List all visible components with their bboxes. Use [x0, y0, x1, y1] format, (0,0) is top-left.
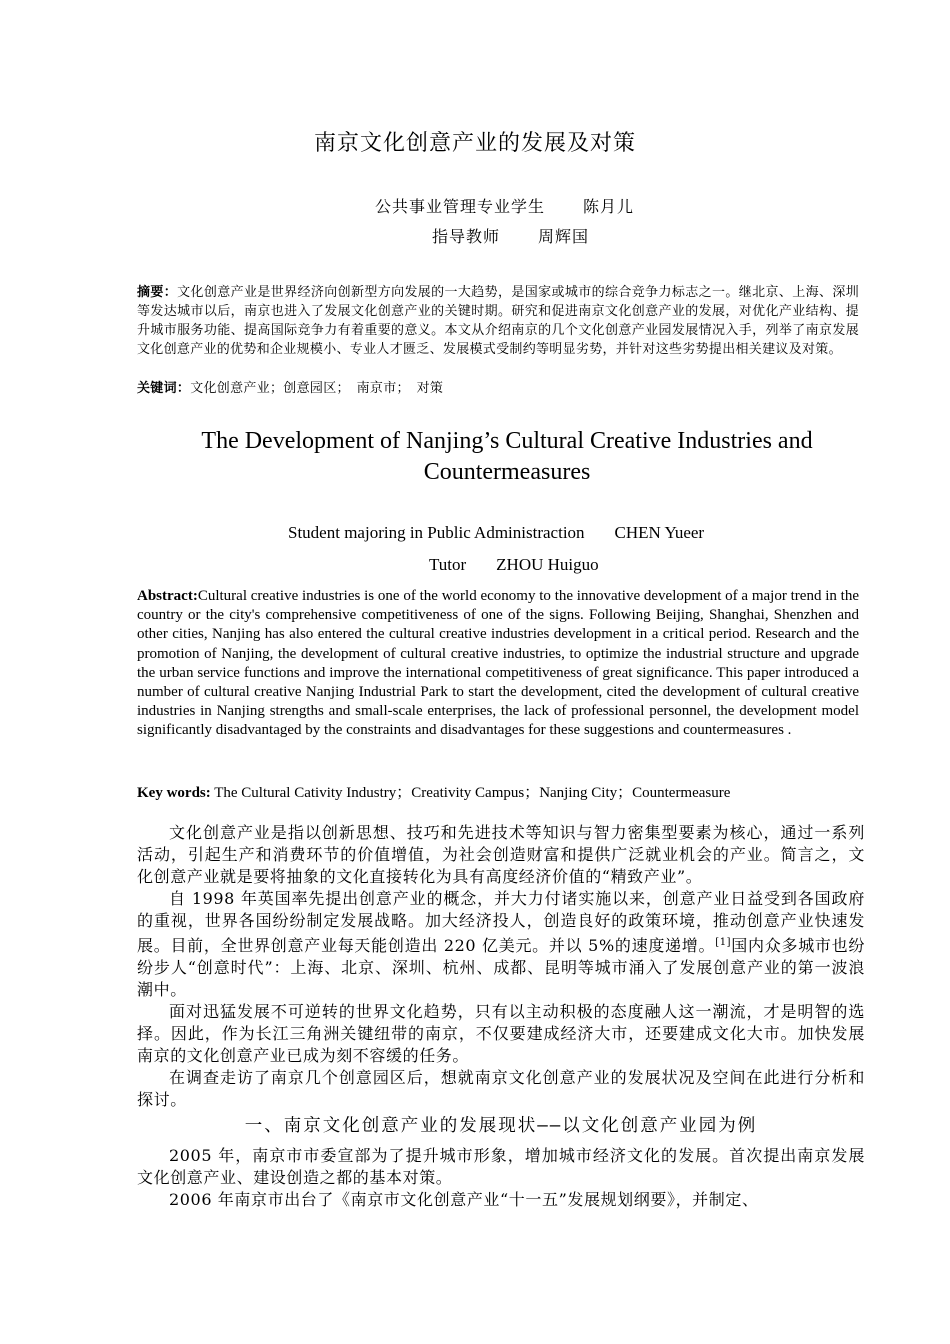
chinese-author-line [375, 194, 634, 217]
chinese-title: 南京文化创意产业的发展及对策 [313, 131, 636, 156]
citation-ref: [1] [715, 937, 732, 948]
english-abstract-label: Abstract: [137, 588, 198, 604]
body-text [137, 822, 865, 1211]
chinese-abstract-label: 摘要： [137, 285, 178, 300]
body-paragraph: 面对迅猛发展不可逆转的世界文化趋势，只有以主动积极的态度融人这一潮流，才是明智的选择。因此，作为长江三角洲关键纽带的南京，不仅要建成经济大市，还要建成文化大市。加快发展南京的文化创意产业已成为刻不容缓的任务。 [137, 1002, 865, 1065]
body-paragraph [137, 888, 865, 1001]
body-paragraph: 文化创意产业是指以创新思想、技巧和先进技术等知识与智力密集型要素为核心，通过一系列活动，引起生产和消费环节的价值增值，为社会创造财富和提供广泛就业机会的产业。简言之，文化创意产业就是要将抽象的文化直接转化为具有高度经济价值的“精致产业”。 [137, 823, 865, 886]
english-abstract [137, 587, 859, 741]
body-paragraph: 2005 年，南京市市委宣部为了提升城市形象，增加城市经济文化的发展。首次提出南京发展文化创意产业、建设创造之都的基本对策。 [137, 1146, 865, 1187]
english-keywords-label: Key words: [137, 785, 211, 801]
chinese-keywords-label: 关键词： [137, 381, 191, 396]
chinese-author-name: 陈月儿 [583, 197, 635, 216]
english-tutor-role: Tutor [429, 555, 467, 574]
english-title: The Development of Nanjing’s Cultural Creative Industries and Countermeasures [201, 428, 813, 485]
chinese-abstract [137, 283, 859, 359]
body-paragraph: 2006 年南京市出台了《南京市文化创意产业“十一五”发展规划纲要》，并制定、 [169, 1190, 759, 1209]
chinese-tutor-role: 指导教师 [432, 227, 501, 246]
chinese-keywords-text: 文化创意产业；创意园区； 南京市； 对策 [190, 381, 444, 396]
body-paragraph-text: 自 1998 年英国率先提出创意产业的概念，并大力付诸实施以来，创意产业日益受到各国政府的重视，世界各国纷纷制定发展战略。加大经济投人，创造良好的政策环境，推动创意产业快速发展。目前，全世界创意产业每天能创造出 220 亿美元。并以 5%的速度递增。 [137, 889, 865, 955]
english-author-role: Student majoring in Public Administraction [288, 523, 585, 542]
english-author-name: CHEN Yueer [614, 523, 705, 542]
english-keywords-text: The Cultural Cativity Industry；Creativity Campus；Nanjing City；Countermeasure [214, 785, 731, 801]
english-keywords [137, 781, 730, 802]
chinese-tutor-name: 周辉国 [538, 227, 590, 246]
chinese-abstract-text: 文化创意产业是世界经济向创新型方向发展的一大趋势，是国家或城市的综合竞争力标志之一。继北京、上海、深圳等发达城市以后，南京也进入了发展文化创意产业的关键时期。研究和促进南京文化创意产业的发展，对优化产业结构、提升城市服务功能、提高国际竞争力有着重要的意义。本文从介绍南京的几个文化创意产业园发展情况入手，列举了南京发展文化创意产业的优势和企业规模小、专业人才匮乏、发展模式受制约等明显劣势，并针对这些劣势提出相关建议及对策。 [137, 285, 859, 357]
english-abstract-text: Cultural creative industries is one of the world economy to the innovative development of a major trend in the country or the city's comprehensive competitiveness of one of the signs. Following Beijing, Shanghai, Shenzhen and other cities, Nanjing has also entered the cultural creative industries development in a critical period. Research and the promotion of Nanjing, the development of cultural creative industries, to optimize the industrial structure and upgrade the urban service functions and improve the international competitiveness of great significance. This paper introduced a number of cultural creative Nanjing Industrial Park to start the development, cited the development of cultural creative industries in Nanjing strengths and small-scale enterprises, the lack of professional personnel, the development model significantly disadvantaged by the constraints and disadvantages for these suggestions and countermeasures . [137, 588, 859, 739]
body-paragraph-text: 国内众多城市也纷纷步人“创意时代”：上海、北京、深圳、杭州、成都、昆明等城市涌入了发展创意产业的第一波浪潮中。 [137, 936, 865, 999]
chinese-keywords [137, 379, 443, 398]
english-author-line [288, 523, 704, 543]
chinese-author-role: 公共事业管理专业学生 [375, 197, 546, 216]
section-heading: 一、南京文化创意产业的发展现状——以文化创意产业园为例 [244, 1116, 758, 1136]
chinese-tutor-line [432, 224, 589, 247]
english-tutor-name: ZHOU Huiguo [496, 555, 599, 574]
body-paragraph: 在调查走访了南京几个创意园区后，想就南京文化创意产业的发展状况及空间在此进行分析和探讨。 [137, 1068, 865, 1109]
english-tutor-line [429, 555, 599, 575]
